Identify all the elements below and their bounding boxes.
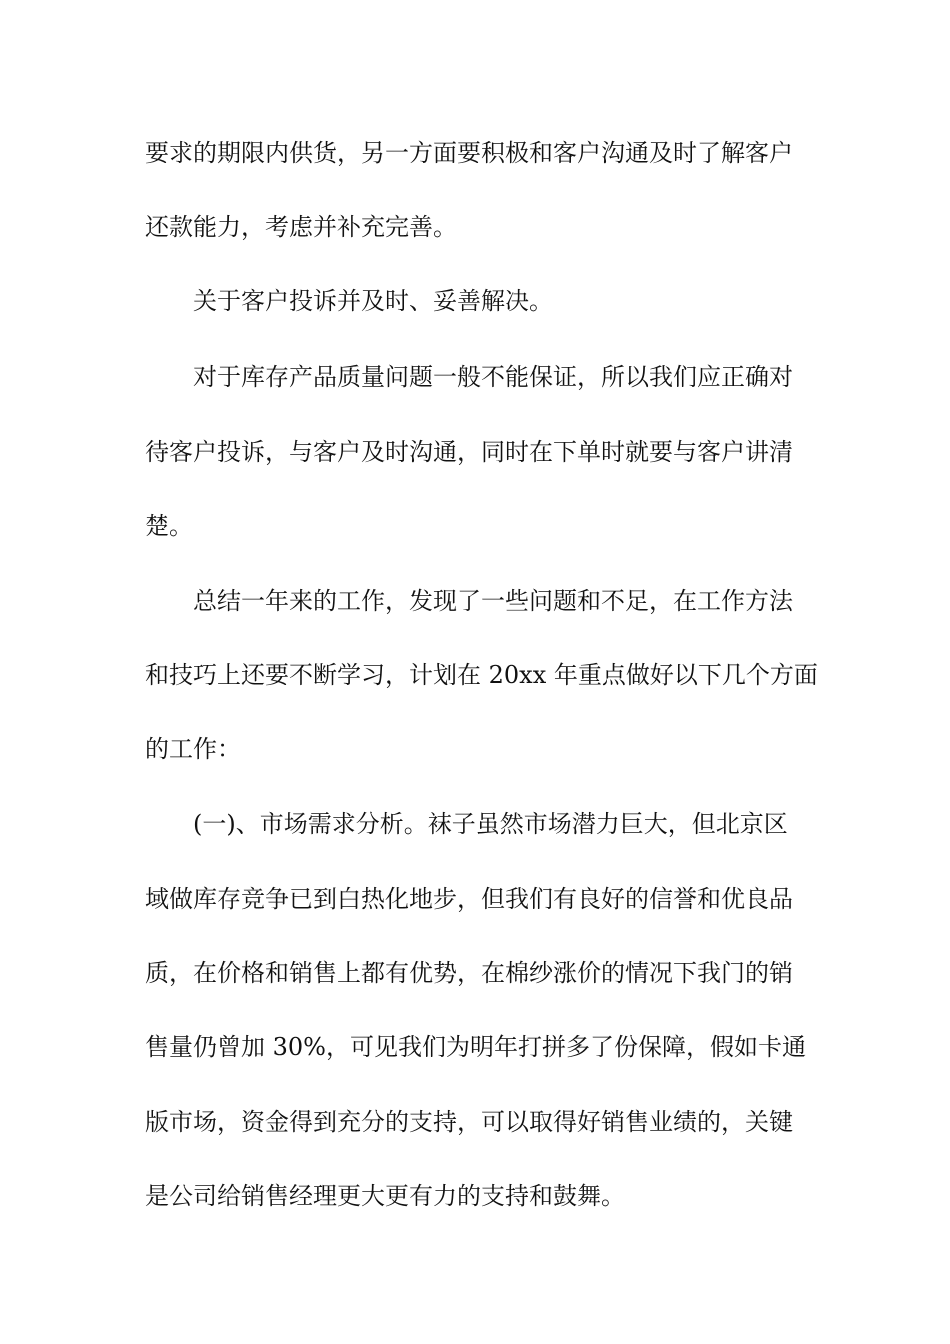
paragraph-line: 关于客户投诉并及时、妥善解决。	[193, 287, 553, 315]
paragraph-line: 售量仍曾加 30%，可见我们为明年打拼多了份保障，假如卡通	[145, 1033, 806, 1061]
paragraph-line: 待客户投诉，与客户及时沟通，同时在下单时就要与客户讲清	[145, 438, 793, 466]
paragraph-line: 对于库存产品质量问题一般不能保证，所以我们应正确对	[193, 363, 793, 391]
paragraph-line: 域做库存竞争已到白热化地步，但我们有良好的信誉和优良品	[145, 885, 793, 913]
paragraph-line: 要求的期限内供货，另一方面要积极和客户沟通及时了解客户	[145, 139, 793, 167]
paragraph-line: 和技巧上还要不断学习，计划在 20xx 年重点做好以下几个方面	[145, 661, 818, 689]
paragraph-line: 版市场，资金得到充分的支持，可以取得好销售业绩的，关键	[145, 1108, 793, 1136]
paragraph-line: 还款能力，考虑并补充完善。	[145, 213, 457, 241]
paragraph-line: 质，在价格和销售上都有优势，在棉纱涨价的情况下我门的销	[145, 959, 793, 987]
paragraph-line: 楚。	[145, 512, 193, 540]
paragraph-line: 的工作：	[145, 735, 241, 763]
paragraph-line: 总结一年来的工作，发现了一些问题和不足，在工作方法	[193, 587, 793, 615]
paragraph-line: 是公司给销售经理更大更有力的支持和鼓舞。	[145, 1182, 625, 1210]
paragraph-line: (一)、市场需求分析。袜子虽然市场潜力巨大，但北京区	[193, 810, 788, 838]
